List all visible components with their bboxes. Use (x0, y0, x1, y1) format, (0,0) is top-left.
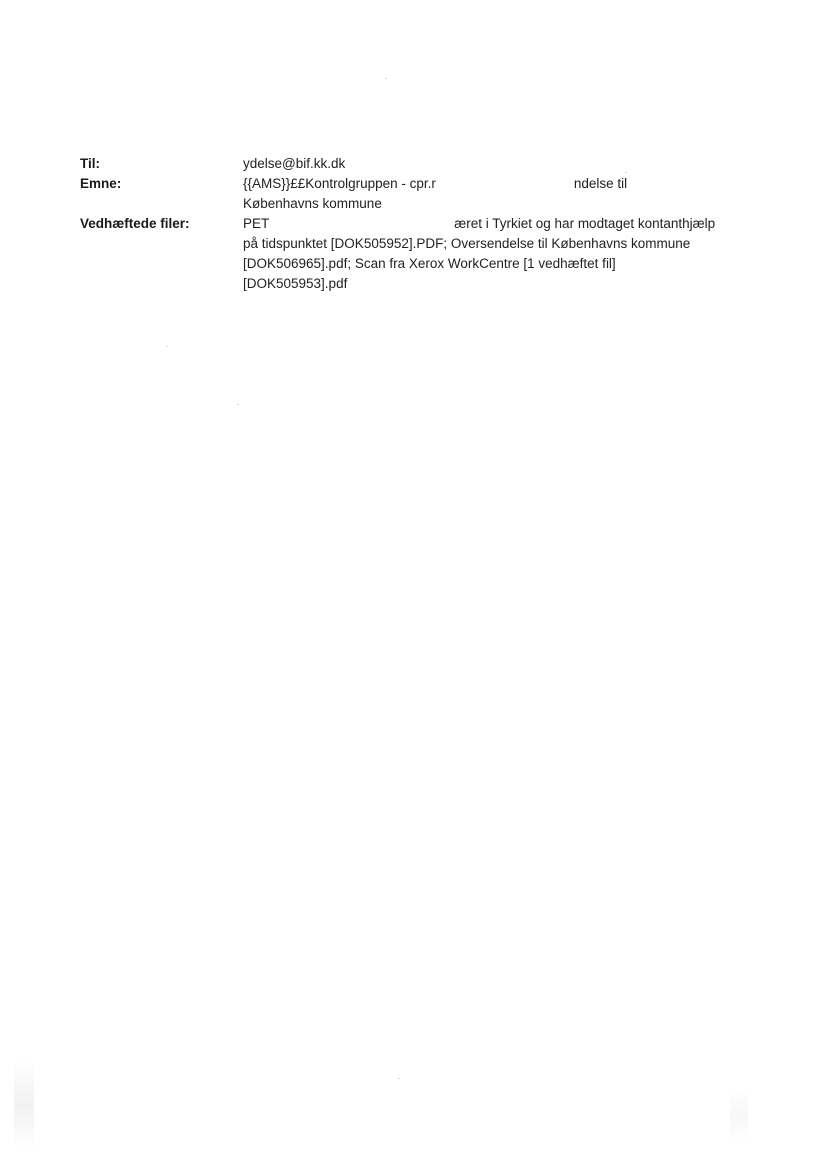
subject-label: Emne: (80, 176, 122, 191)
attachments-text-start: PET (243, 216, 270, 231)
scan-edge-shadow (730, 1090, 748, 1140)
scan-speck (237, 404, 239, 405)
email-header (80, 154, 780, 294)
subject-row (80, 174, 780, 214)
scan-speck (398, 1078, 400, 1079)
scan-speck (166, 346, 168, 347)
attachments-value (243, 214, 780, 294)
subject-text-end: ndelse til (573, 176, 628, 191)
attachments-line-3: [DOK506965].pdf; Scan fra Xerox WorkCentre [1 vedhæftet fil] (243, 256, 616, 271)
to-row (80, 154, 780, 174)
attachments-text-end: æret i Tyrkiet og har modtaget kontanthjælp (454, 216, 716, 231)
attachments-label: Vedhæftede filer: (80, 216, 190, 231)
attachments-line-4: [DOK505953].pdf (243, 276, 348, 291)
to-value (243, 154, 780, 174)
to-address: ydelse@bif.kk.dk (243, 156, 346, 171)
scan-speck (625, 172, 627, 173)
subject-value (243, 174, 780, 214)
subject-line-2: Københavns kommune (243, 196, 382, 211)
to-label: Til: (80, 156, 100, 171)
subject-text-start: {{AMS}}££Kontrolgruppen - cpr.r (243, 176, 436, 191)
scan-edge-shadow (14, 1060, 34, 1150)
attachments-line-2: på tidspunktet [DOK505952].PDF; Oversendelse til Københavns kommune (243, 236, 691, 251)
attachments-row (80, 214, 780, 294)
attachments-line-1 (243, 214, 780, 234)
subject-line-1 (243, 174, 780, 194)
scan-speck (385, 78, 387, 79)
